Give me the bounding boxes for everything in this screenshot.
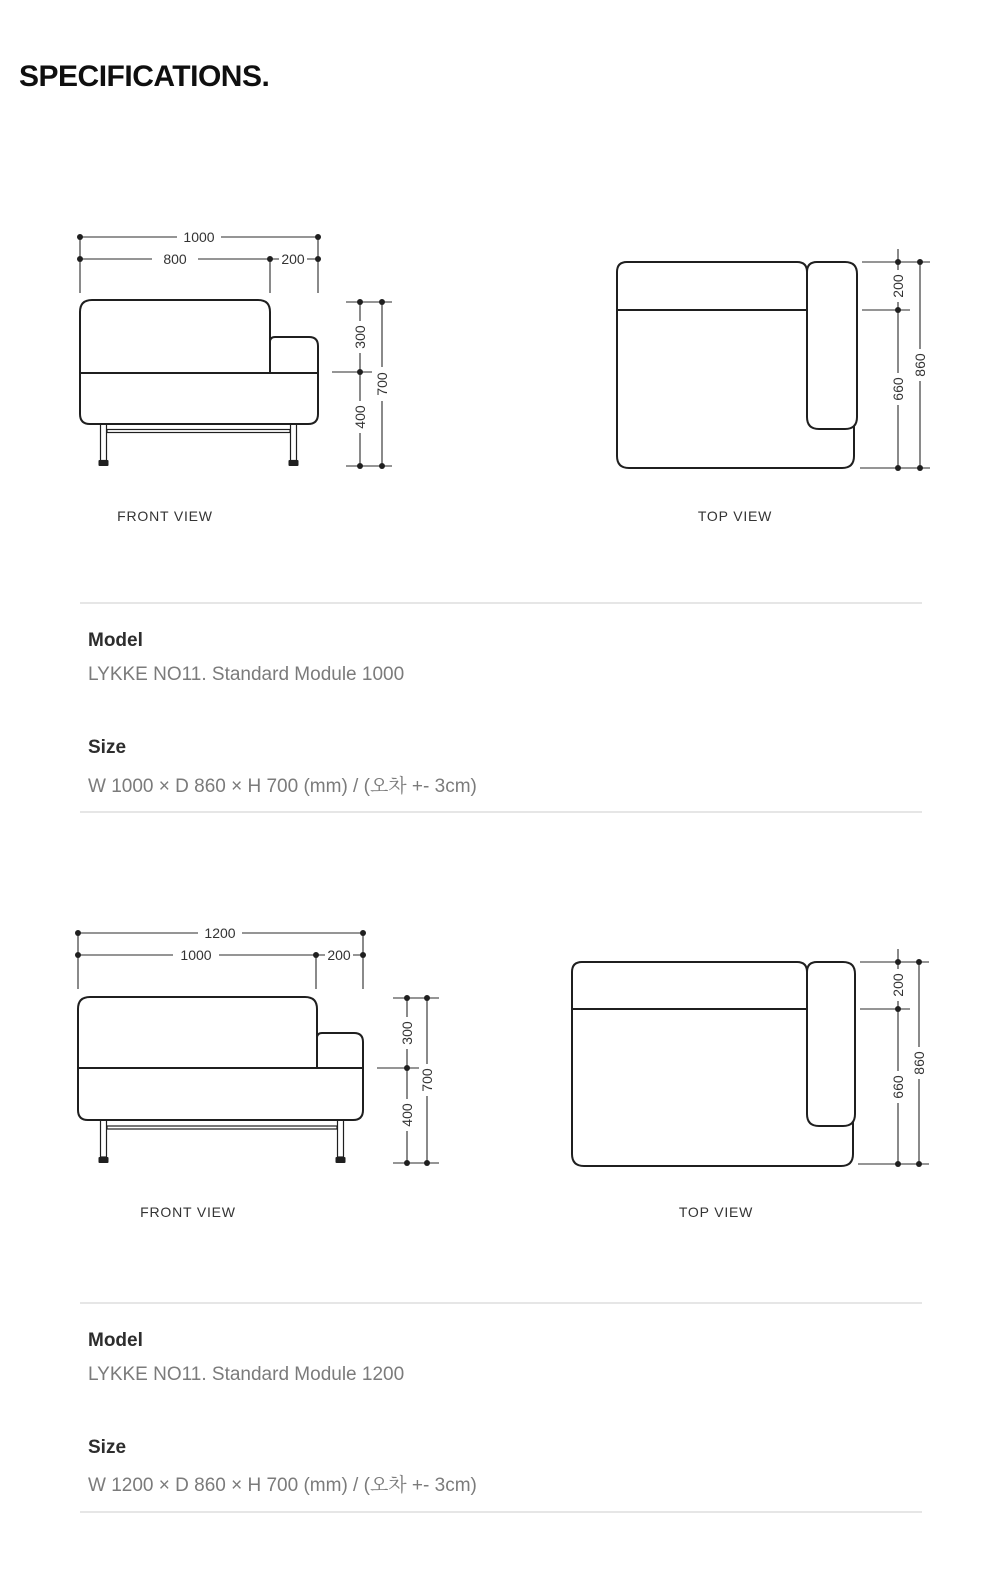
divider <box>80 602 922 604</box>
top-view-label-1: TOP VIEW <box>697 508 773 524</box>
front-width-dimensions <box>77 229 321 293</box>
dim-total-width: 1000 <box>183 229 215 245</box>
front-stretcher-bar <box>107 430 290 433</box>
size-heading-2: Size <box>88 1437 127 1458</box>
dim-total-depth: 860 <box>911 1051 927 1075</box>
front-right-foot <box>336 1157 346 1163</box>
divider <box>80 1511 922 1513</box>
front-width-dimensions <box>75 928 366 989</box>
top-view-label-2: TOP VIEW <box>678 1204 754 1220</box>
front-right-leg <box>338 1120 344 1157</box>
model-value-1: LYKKE NO11. Standard Module 1000 <box>88 664 405 685</box>
front-left-foot <box>99 460 109 466</box>
front-stretcher-bar <box>107 1126 337 1129</box>
front-view-1200 <box>75 928 439 1166</box>
dim-arm-width: 200 <box>281 251 305 267</box>
front-right-leg <box>291 424 297 461</box>
front-backrest <box>78 997 317 1068</box>
dim-total-height: 700 <box>374 372 390 396</box>
front-right-foot <box>289 460 299 466</box>
top-view-1200 <box>572 949 929 1167</box>
size-heading-1: Size <box>88 737 127 758</box>
dim-back-width: 1000 <box>180 947 212 963</box>
top-backrest-strip <box>617 262 807 310</box>
dim-total-height: 700 <box>419 1068 435 1092</box>
front-height-dimensions <box>332 299 392 469</box>
size-value-1: W 1000 × D 860 × H 700 (mm) / (오차 +- 3cm) <box>88 776 477 797</box>
model-heading-1: Model <box>88 630 143 651</box>
dim-seat-depth: 660 <box>890 1075 906 1099</box>
dim-arm-width: 200 <box>327 947 351 963</box>
top-backrest-strip <box>572 962 807 1009</box>
dim-back-height: 300 <box>352 325 368 349</box>
top-view-1000 <box>617 249 930 471</box>
dim-back-height: 300 <box>399 1021 415 1045</box>
model-heading-2: Model <box>88 1330 143 1351</box>
module-1000-drawings <box>60 228 945 476</box>
divider <box>80 811 922 813</box>
front-seat-base <box>78 1068 363 1120</box>
module-1200-drawings <box>60 928 945 1170</box>
dim-total-width: 1200 <box>204 928 236 941</box>
dim-base-height: 400 <box>399 1103 415 1127</box>
top-depth-dimensions <box>858 949 929 1167</box>
dim-seat-depth: 660 <box>890 377 906 401</box>
front-left-leg <box>101 1120 107 1157</box>
front-armrest <box>270 337 318 373</box>
front-left-foot <box>99 1157 109 1163</box>
top-armrest <box>807 962 855 1126</box>
front-view-label-2: FRONT VIEW <box>140 1204 236 1220</box>
front-seat-base <box>80 373 318 424</box>
front-left-leg <box>101 424 107 461</box>
front-view-1000 <box>77 229 392 469</box>
model-value-2: LYKKE NO11. Standard Module 1200 <box>88 1364 405 1385</box>
top-armrest <box>807 262 857 429</box>
top-depth-dimensions <box>860 249 930 471</box>
dim-back-width: 800 <box>163 251 187 267</box>
size-value-2: W 1200 × D 860 × H 700 (mm) / (오차 +- 3cm) <box>88 1475 477 1496</box>
dim-base-height: 400 <box>352 405 368 429</box>
dim-total-depth: 860 <box>912 353 928 377</box>
dim-back-depth: 200 <box>890 973 906 997</box>
dim-back-depth: 200 <box>890 274 906 298</box>
front-armrest <box>317 1033 363 1068</box>
divider <box>80 1302 922 1304</box>
front-height-dimensions <box>377 995 439 1166</box>
front-view-label-1: FRONT VIEW <box>117 508 213 524</box>
front-backrest <box>80 300 270 373</box>
page-title: SPECIFICATIONS. <box>19 60 270 93</box>
